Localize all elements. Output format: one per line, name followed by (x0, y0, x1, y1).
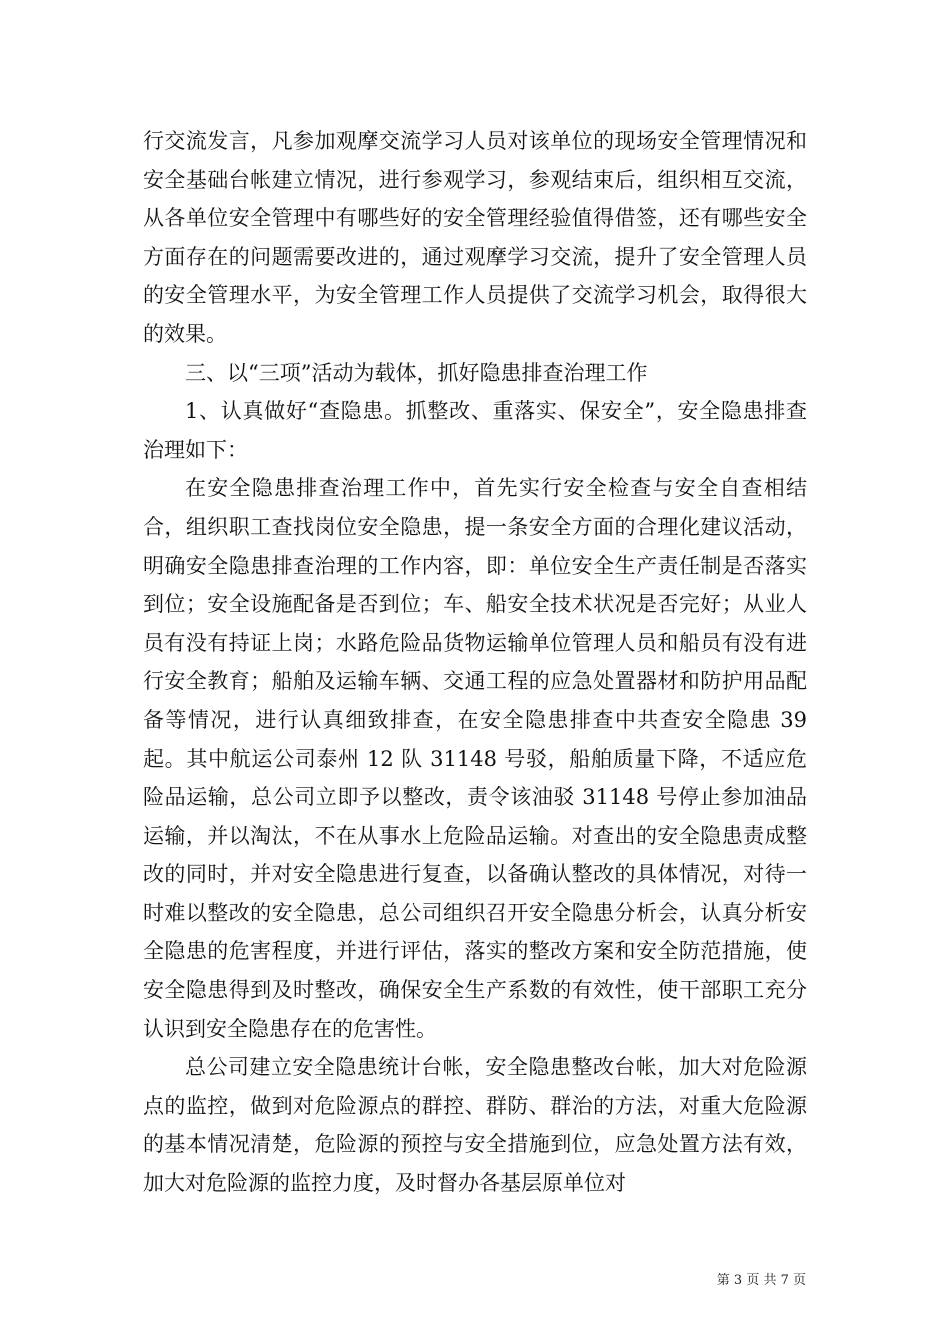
page-number-footer: 第 3 页 共 7 页 (716, 1273, 806, 1288)
paragraph-hazard-investigation: 在安全隐患排查治理工作中，首先实行安全检查与安全自查相结合，组织职工查找岗位安全隐患，提一条安全方面的合理化建议活动，明确安全隐患排查治理的工作内容，即：单位安全生产责任制是否落实到位；安全设施配备是否到位；车、船安全技术状况是否完好；从业人员有没有持证上岗；水路危险品货物运输单位管理人员和船员有没有进行安全教育；船舶及运输车辆、交通工程的应急处置器材和防护用品配备等情况，进行认真细致排查，在安全隐患排查中共查安全隐患 39 起。其中航运公司泰州 12 队 31148 号驳，船舶质量下降，不适应危险品运输，总公司立即予以整改，责令该油驳 31148 号停止参加油品运输，并以淘汰，不在从事水上危险品运输。对查出的安全隐患责成整改的同时，并对安全隐患进行复查，以备确认整改的具体情况，对待一时难以整改的安全隐患，总公司组织召开安全隐患分析会，认真分析安全隐患的危害程度，并进行评估，落实的整改方案和安全防范措施，使安全隐患得到及时整改，确保安全生产系数的有效性，使干部职工充分认识到安全隐患存在的危害性。 (143, 476, 807, 1041)
paragraph-continuation: 行交流发言，凡参加观摩交流学习人员对该单位的现场安全管理情况和安全基础台帐建立情况，进行参观学习，参观结束后，组织相互交流，从各单位安全管理中有哪些好的安全管理经验值得借签，还有哪些安全方面存在的问题需要改进的，通过观摩学习交流，提升了安全管理人员的安全管理水平，为安全管理工作人员提供了交流学习机会，取得很大的效果。 (143, 129, 807, 346)
section-heading-three: 三、以“三项”活动为载体，抓好隐患排查治理工作 (185, 360, 648, 385)
subsection-heading-1: 1、认真做好“查隐患。抓整改、重落实、保安全”，安全隐患排查治理如下： (143, 399, 807, 462)
document-body (143, 122, 807, 1203)
paragraph-hazard-ledger: 总公司建立安全隐患统计台帐，安全隐患整改台帐，加大对危险源点的监控，做到对危险源点的群控、群防、群治的方法，对重大危险源的基本情况清楚，危险源的预控与安全措施到位，应急处置方法有效，加大对危险源的监控力度，及时督办各基层原单位对 (143, 1055, 807, 1196)
